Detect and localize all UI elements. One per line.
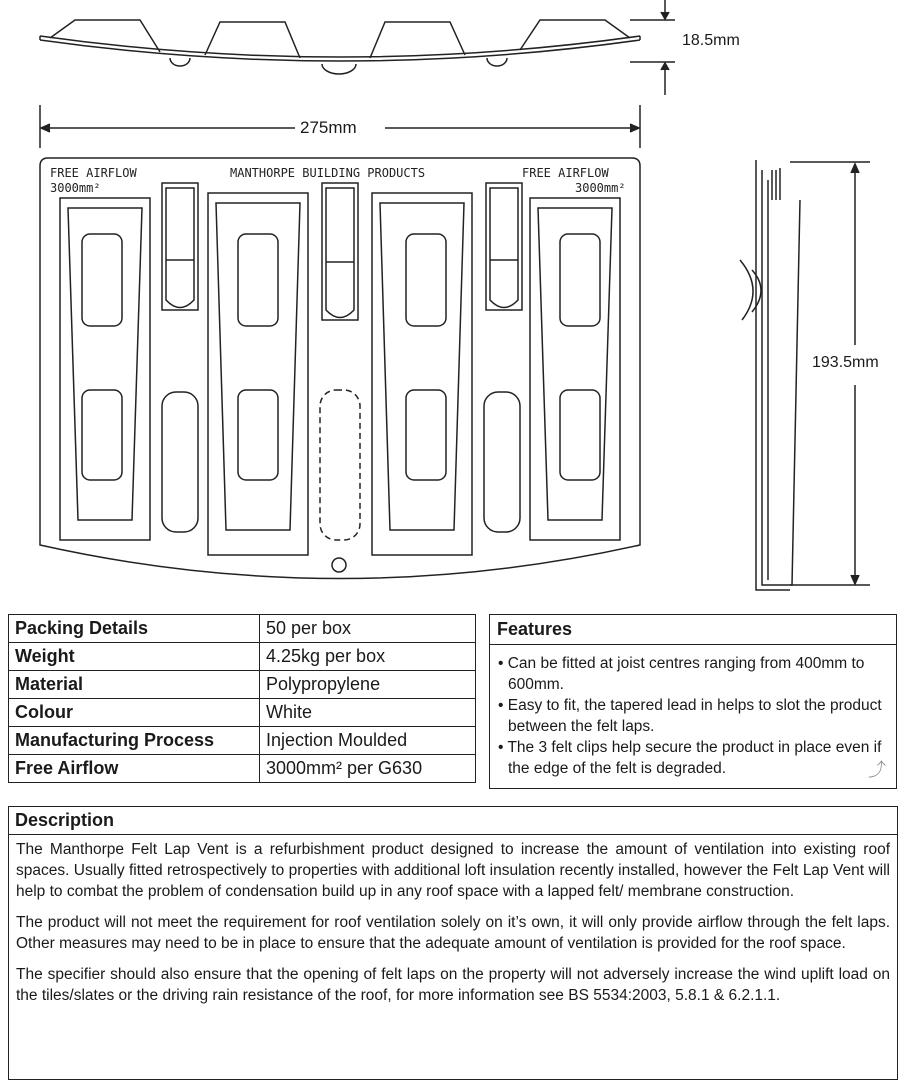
spec-label: Free Airflow — [9, 755, 260, 783]
spec-label: Weight — [9, 643, 260, 671]
height-dimension — [630, 0, 675, 95]
table-row — [9, 671, 476, 699]
table-row — [9, 727, 476, 755]
page-mark-icon: ⤴ — [868, 760, 886, 780]
side-profile-view — [740, 160, 870, 590]
description-box — [8, 806, 898, 1080]
table-row — [9, 755, 476, 783]
table-row — [9, 699, 476, 727]
spec-value: 3000mm² per G630 — [260, 755, 476, 783]
airflow-label-right: FREE AIRFLOW — [522, 166, 609, 180]
spec-label: Material — [9, 671, 260, 699]
width-dim-label: 275mm — [300, 118, 357, 137]
airflow-area-right: 3000mm² — [575, 181, 626, 195]
table-row — [9, 615, 476, 643]
height-dim-label: 18.5mm — [682, 32, 740, 49]
spec-value: 4.25kg per box — [260, 643, 476, 671]
spec-value: 50 per box — [260, 615, 476, 643]
list-item: • Easy to fit, the tapered lead in helps to slot the product between the felt laps. — [498, 697, 882, 735]
spec-label: Manufacturing Process — [9, 727, 260, 755]
description-paragraph: The product will not meet the requirement for roof ventilation solely on it’s own, it will only provide airflow through the felt laps. Other measures may need to be in place to ensure that the adequate amount of ventilation is provided for the roof space. — [16, 914, 890, 952]
spec-label: Colour — [9, 699, 260, 727]
features-title: Features — [490, 615, 896, 645]
manufacturer-label: MANTHORPE BUILDING PRODUCTS — [230, 166, 426, 180]
description-title: Description — [9, 807, 897, 835]
spec-value: White — [260, 699, 476, 727]
spec-value: Polypropylene — [260, 671, 476, 699]
airflow-area-left: 3000mm² — [50, 181, 101, 195]
top-profile-view — [40, 20, 640, 74]
description-paragraph: The Manthorpe Felt Lap Vent is a refurbishment product designed to increase the amount of ventilation into existing roof spaces. Usually fitted retrospectively to properties with additional loft insulation recently installed, however the Felt Lap Vent will help to combat the problem of condensation build up in any roof space with a lapped felt/ membrane construction. — [16, 841, 890, 900]
list-item: • The 3 felt clips help secure the product in place even if the edge of the felt is degraded. — [498, 739, 882, 777]
airflow-label-left: FREE AIRFLOW — [50, 166, 137, 180]
side-dim-label: 193.5mm — [812, 354, 879, 371]
spec-label: Packing Details — [9, 615, 260, 643]
features-box — [489, 614, 897, 789]
features-list — [490, 653, 896, 779]
table-row — [9, 643, 476, 671]
description-paragraph: The specifier should also ensure that the opening of felt laps on the property will not adversely increase the wind uplift load on the tiles/slates or the driving rain resistance of the roof, for more information see BS 5534:2003, 5.8.1 & 6.2.1.1. — [16, 966, 890, 1004]
list-item: • Can be fitted at joist centres ranging from 400mm to 600mm. — [498, 655, 865, 693]
front-plan-view — [40, 158, 640, 579]
spec-value: Injection Moulded — [260, 727, 476, 755]
specs-table — [8, 614, 476, 783]
